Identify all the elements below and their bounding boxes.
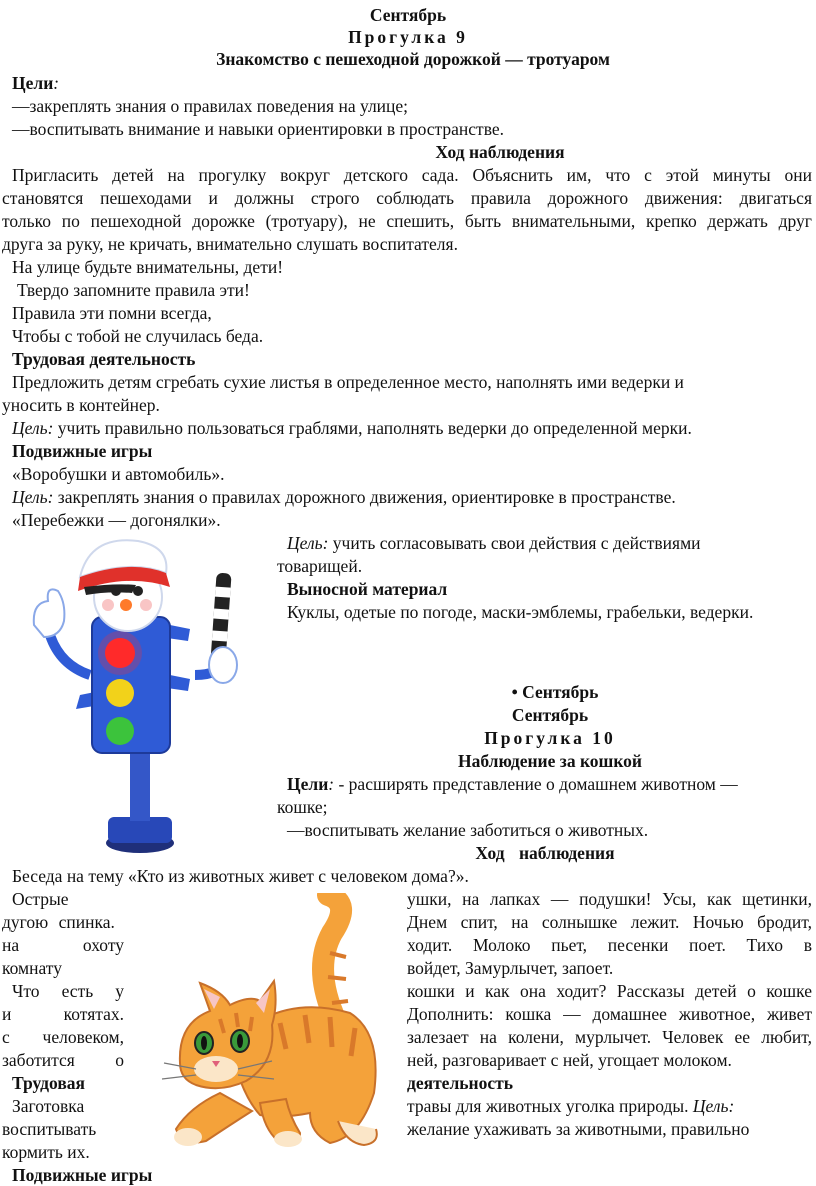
section2-observation-title: Ход наблюдения — [475, 843, 615, 863]
game-2-goal-text-1: учить согласовывать свои действия с действиями — [328, 533, 701, 553]
left-col-line: дугою спинка. — [2, 912, 115, 932]
left-col-line: Заготовка — [12, 1096, 85, 1116]
labor-title: Трудовая деятельность — [12, 349, 196, 369]
games-title: Подвижные игры — [12, 441, 153, 461]
labor-line-1: Предложить детям сгребать сухие листья в определенное место, наполнять ими ведерки и — [12, 372, 684, 392]
right-col-line: Днем спит, на солнышке лежит. Ночью бродит, — [407, 912, 812, 932]
goals-label-line — [12, 72, 59, 94]
obs-line-1: Пригласить детей на прогулку вокруг детского сада. Объяснить им, что с этой минуты они — [12, 165, 812, 185]
right-col-line: желание ухаживать за животными, правильно — [407, 1119, 750, 1139]
game-2: «Перебежки — догонялки». — [12, 510, 221, 530]
left-arm — [50, 635, 90, 675]
left-col-line: кормить их. — [2, 1142, 90, 1162]
topic-heading: Знакомство с пешеходной дорожкой — тротуаром — [216, 49, 610, 69]
left-col-line: Что есть у — [12, 981, 124, 1001]
cat-left-pupil — [201, 1036, 207, 1050]
material-text: Куклы, одетые по погоде, маски-эмблемы, грабельки, ведерки. — [287, 602, 754, 622]
section2-goal-1-cont: кошке; — [277, 797, 328, 817]
right-col-line: ней, разговаривает с ней, угощает молоком. — [407, 1050, 732, 1070]
game-2-goal-label: Цель: — [287, 533, 329, 553]
nose — [120, 599, 132, 611]
section2-goal-1: - расширять представление о домашнем животном — — [334, 774, 738, 794]
front-paw-left — [174, 1128, 202, 1146]
cat-right-pupil — [237, 1034, 243, 1048]
obs-line-4: друга за руку, не кричать, внимательно слушать воспитателя. — [2, 234, 458, 254]
observation-title: Ход наблюдения — [435, 142, 565, 162]
game-2-goal — [287, 532, 701, 554]
section2-talk: Беседа на тему «Кто из животных живет с человеком дома?». — [12, 866, 469, 886]
section2-topic: Наблюдение за кошкой — [457, 751, 642, 771]
right-col-line: ходит. Молоко пьет, песенки поет. Тихо в — [407, 935, 812, 955]
baton-stripe-1 — [215, 587, 231, 598]
left-col-labor: Трудовая — [12, 1073, 85, 1093]
material-title: Выносной материал — [287, 579, 448, 599]
cat-illustration — [160, 893, 400, 1155]
right-col-goal-label: Цель: — [692, 1096, 735, 1116]
left-col-line: воспитывать — [2, 1119, 97, 1139]
cat-muzzle — [194, 1056, 238, 1082]
obs-line-3: только по пешеходной дорожке (тротуару), не спешить, быть внимательными, крепко держать друг — [2, 211, 812, 231]
labor-line-2: уносить в контейнер. — [2, 395, 160, 415]
labor-goal-text: учить правильно пользоваться граблями, наполнять ведерки до определенной мерки. — [53, 418, 692, 438]
game-1-goal-label: Цель: — [12, 487, 54, 507]
right-col-line: ушки, на лапках — подушки! Усы, как щетинки, — [407, 889, 812, 909]
right-glove — [209, 647, 237, 683]
section2-goals-label: Цели — [287, 774, 329, 794]
obs-line-2: становятся пешеходами и должны строго соблюдать правила дорожного движения: двигаться — [2, 188, 812, 208]
right-col-line: войдет, Замурлычет, запоет. — [407, 958, 614, 978]
right-cheek — [140, 599, 152, 611]
baton-stripe-2 — [213, 609, 229, 620]
right-col-line: кошки и как она ходит? Рассказы детей о кошке — [407, 981, 812, 1001]
walk-heading: Прогулка 9 — [348, 27, 468, 47]
section2-goals-colon: : — [328, 774, 335, 794]
left-col-line: и котятах. — [2, 1004, 124, 1024]
left-col-line: на охоту — [2, 935, 124, 955]
bullet-month: • Сентябрь — [511, 682, 599, 702]
baton-stripe-3 — [212, 630, 228, 641]
labor-goal — [12, 417, 692, 439]
poem-line-3: Правила эти помни всегда, — [12, 303, 212, 323]
left-col-line: комнату — [2, 958, 62, 978]
labor-goal-label: Цель: — [12, 418, 54, 438]
section2-month: Сентябрь — [511, 705, 589, 725]
left-col-line: Острые — [12, 889, 69, 909]
goal-1: —закреплять знания о правилах поведения на улице; — [12, 96, 409, 116]
poem-line-1: На улице будьте внимательны, дети! — [12, 257, 284, 277]
front-paw-right — [274, 1131, 302, 1147]
right-col-line: Дополнить: кошка — домашнее животное, живет — [407, 1004, 812, 1024]
game-1: «Воробушки и автомобиль». — [12, 464, 225, 484]
poem-line-2: Твердо запомните правила эти! — [17, 280, 250, 300]
month-heading: Сентябрь — [369, 5, 447, 25]
goals-colon: : — [53, 73, 60, 93]
game-1-goal-text: закреплять знания о правилах дорожного движения, ориентировке в пространстве. — [53, 487, 676, 507]
goals-label: Цели — [12, 73, 54, 93]
section2-goal-2: —воспитывать желание заботиться о животных. — [287, 820, 649, 840]
section2-walk: Прогулка 10 — [484, 728, 616, 748]
goal-2: —воспитывать внимание и навыки ориентировки в пространстве. — [12, 119, 504, 139]
section2-goals — [287, 773, 738, 795]
left-col-games: Подвижные игры — [12, 1165, 153, 1185]
left-col-line: с человеком, — [2, 1027, 124, 1047]
right-col-text: травы для животных уголка природы. — [407, 1096, 689, 1116]
red-light-glow — [98, 631, 142, 675]
left-glove — [34, 589, 65, 637]
poem-line-4: Чтобы с тобой не случилась беда. — [12, 326, 264, 346]
right-col-line-goal — [407, 1095, 734, 1117]
left-col-line: заботится о — [2, 1050, 124, 1070]
left-cheek — [102, 599, 114, 611]
right-col-labor: деятельность — [407, 1073, 513, 1093]
game-1-goal — [12, 486, 676, 508]
game-2-goal-text-2: товарищей. — [277, 556, 363, 576]
right-col-line: залезает на колени, мурлычет. Человек ее любит, — [407, 1027, 812, 1047]
